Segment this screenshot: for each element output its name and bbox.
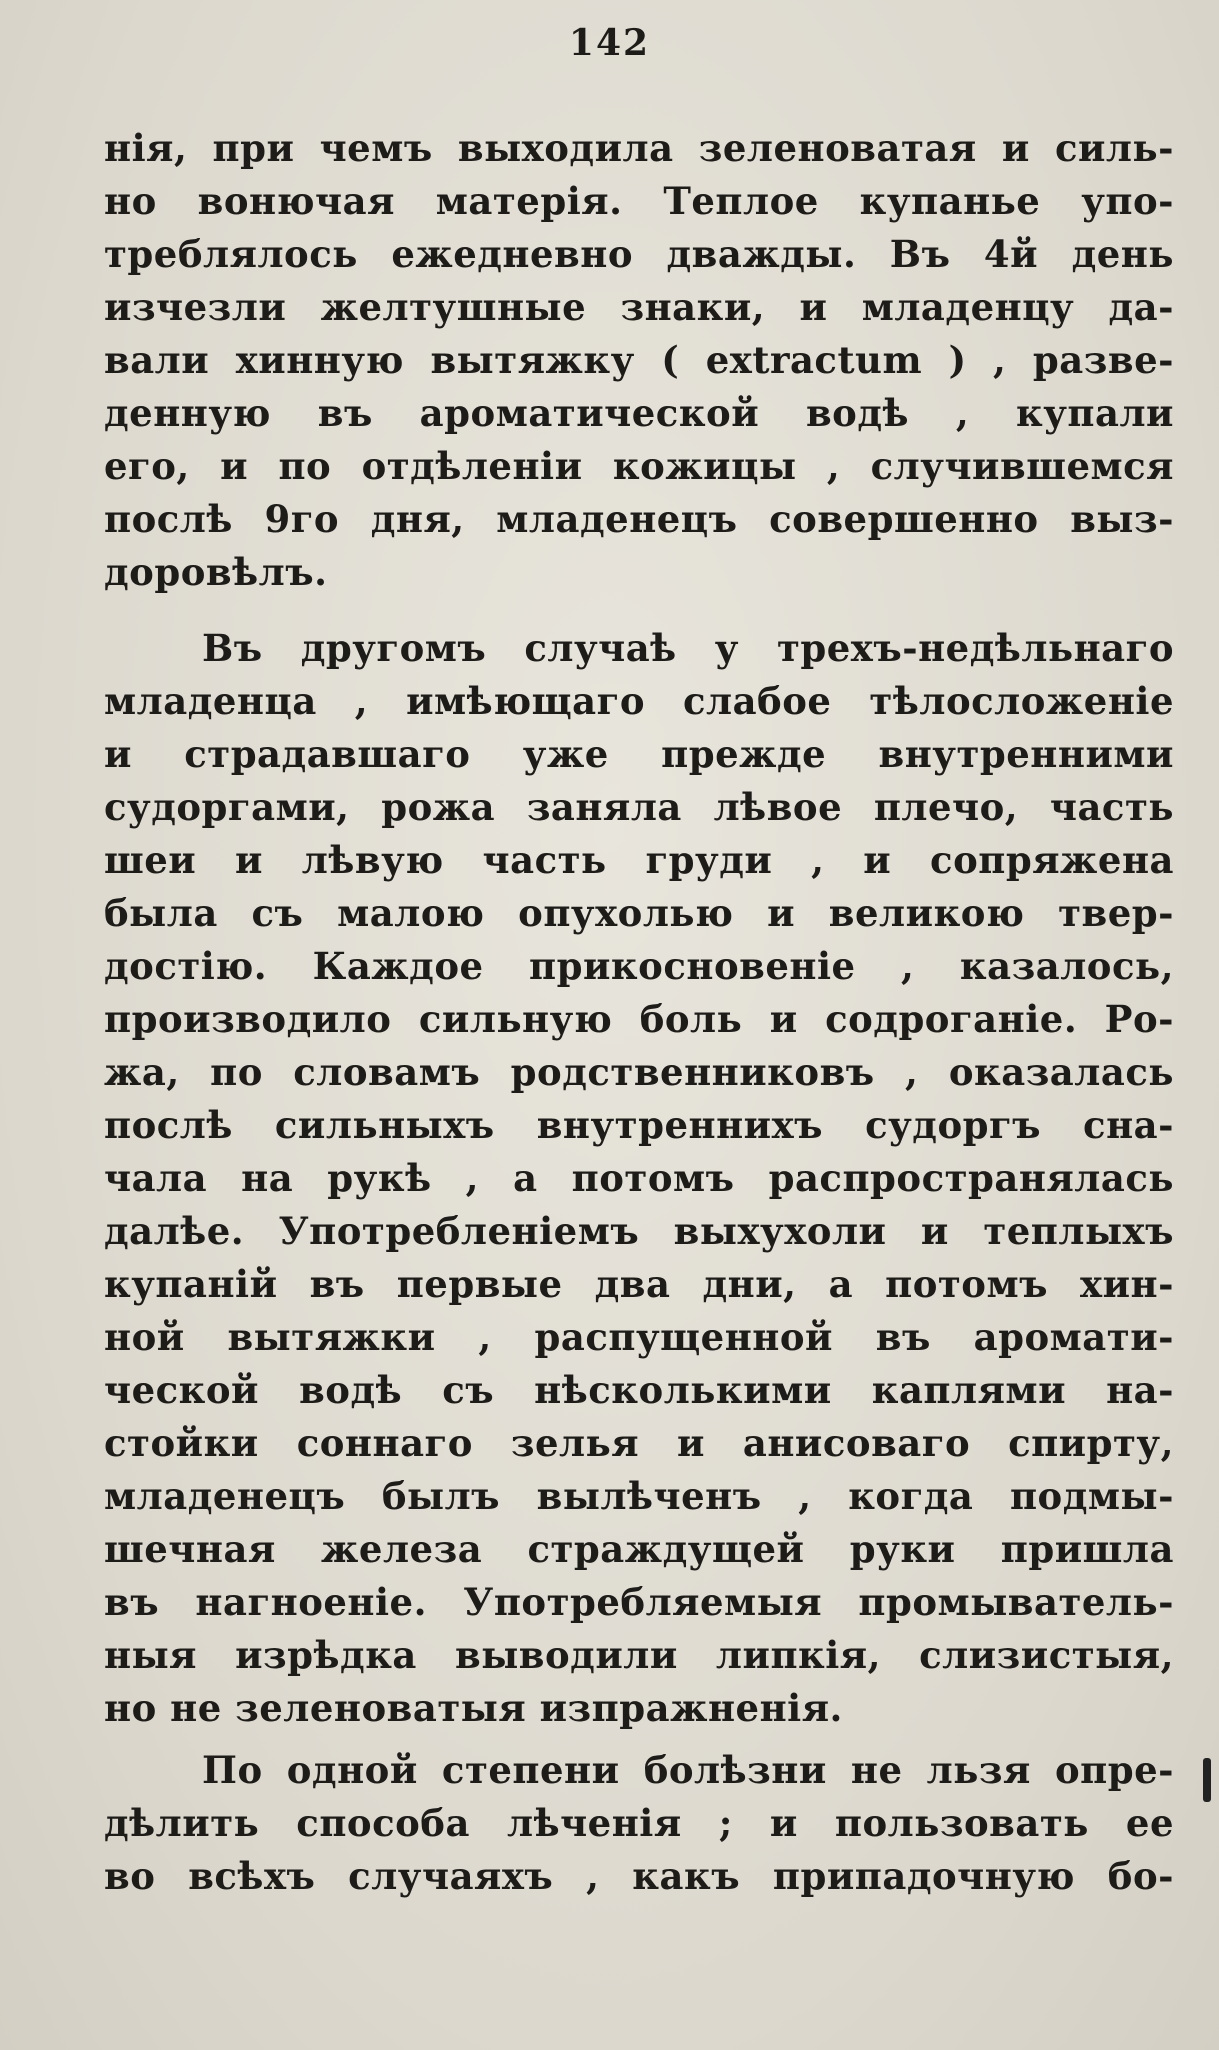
text-line: во всѣхъ случаяхъ , какъ припадочную бо- bbox=[104, 1854, 1174, 1898]
text-line: стойки соннаго зелья и анисоваго спирту, bbox=[104, 1421, 1174, 1465]
text-line: младенца , имѣющаго слабое тѣлосложеніе bbox=[104, 679, 1174, 723]
paragraph-3 bbox=[104, 1744, 1174, 1903]
text-line: была съ малою опухолью и великою твер- bbox=[104, 891, 1174, 935]
text-line: далѣе. Употребленіемъ выхухоли и теплыхъ bbox=[104, 1209, 1174, 1253]
text-line: и страдавшаго уже прежде внутренними bbox=[104, 732, 1174, 776]
paragraph-2 bbox=[104, 622, 1174, 1735]
text-line: По одной степени болѣзни не льзя опре- bbox=[202, 1748, 1174, 1792]
text-line: ной вытяжки , распущенной въ аромати- bbox=[104, 1315, 1174, 1359]
text-line: его, и по отдѣленіи кожицы , случившемся bbox=[104, 444, 1174, 488]
text-line: судоргами, рожа заняла лѣвое плечо, часть bbox=[104, 785, 1174, 829]
text-line: чала на рукѣ , а потомъ распространялась bbox=[104, 1156, 1174, 1200]
text-line: ныя изрѣдка выводили липкія, слизистыя, bbox=[104, 1633, 1174, 1677]
text-line: денную въ ароматической водѣ , купали bbox=[104, 391, 1174, 435]
text-line: послѣ сильныхъ внутреннихъ судоргъ сна- bbox=[104, 1103, 1174, 1147]
text-line: купаній въ первые два дни, а потомъ хин- bbox=[104, 1262, 1174, 1306]
text-line: послѣ 9го дня, младенецъ совершенно выз- bbox=[104, 497, 1174, 541]
binding-edge-mark bbox=[1203, 1758, 1211, 1802]
text-line: но вонючая матерія. Теплое купанье упо- bbox=[104, 179, 1174, 223]
page-number: 142 bbox=[568, 22, 651, 64]
text-line: ческой водѣ съ нѣсколькими каплями на- bbox=[104, 1368, 1174, 1412]
text-line: дѣлить способа лѣченія ; и пользовать ее bbox=[104, 1801, 1174, 1845]
paragraph-1 bbox=[104, 122, 1174, 599]
text-line: въ нагноеніе. Употребляемыя промыватель- bbox=[104, 1580, 1174, 1624]
text-line: доровѣлъ. bbox=[104, 550, 328, 594]
text-line: шечная железа страждущей руки пришла bbox=[104, 1527, 1174, 1571]
text-line: но не зеленоватыя изпражненія. bbox=[104, 1686, 843, 1730]
text-line: младенецъ былъ вылѣченъ , когда подмы- bbox=[104, 1474, 1174, 1518]
text-line: достію. Каждое прикосновеніе , казалось, bbox=[104, 944, 1174, 988]
text-line: производило сильную боль и содроганіе. Ро- bbox=[104, 997, 1174, 1041]
text-line: вали хинную вытяжку ( extractum ) , разве- bbox=[104, 338, 1174, 382]
text-line: шеи и лѣвую часть груди , и сопряжена bbox=[104, 838, 1174, 882]
text-line: нія, при чемъ выходила зеленоватая и силь- bbox=[104, 126, 1174, 170]
text-line: треблялось ежедневно дважды. Въ 4й день bbox=[104, 232, 1174, 276]
text-line: Въ другомъ случаѣ у трехъ-недѣльнаго bbox=[202, 626, 1174, 670]
text-line: жа, по словамъ родственниковъ , оказалась bbox=[104, 1050, 1174, 1094]
text-line: изчезли желтушные знаки, и младенцу да- bbox=[104, 285, 1174, 329]
